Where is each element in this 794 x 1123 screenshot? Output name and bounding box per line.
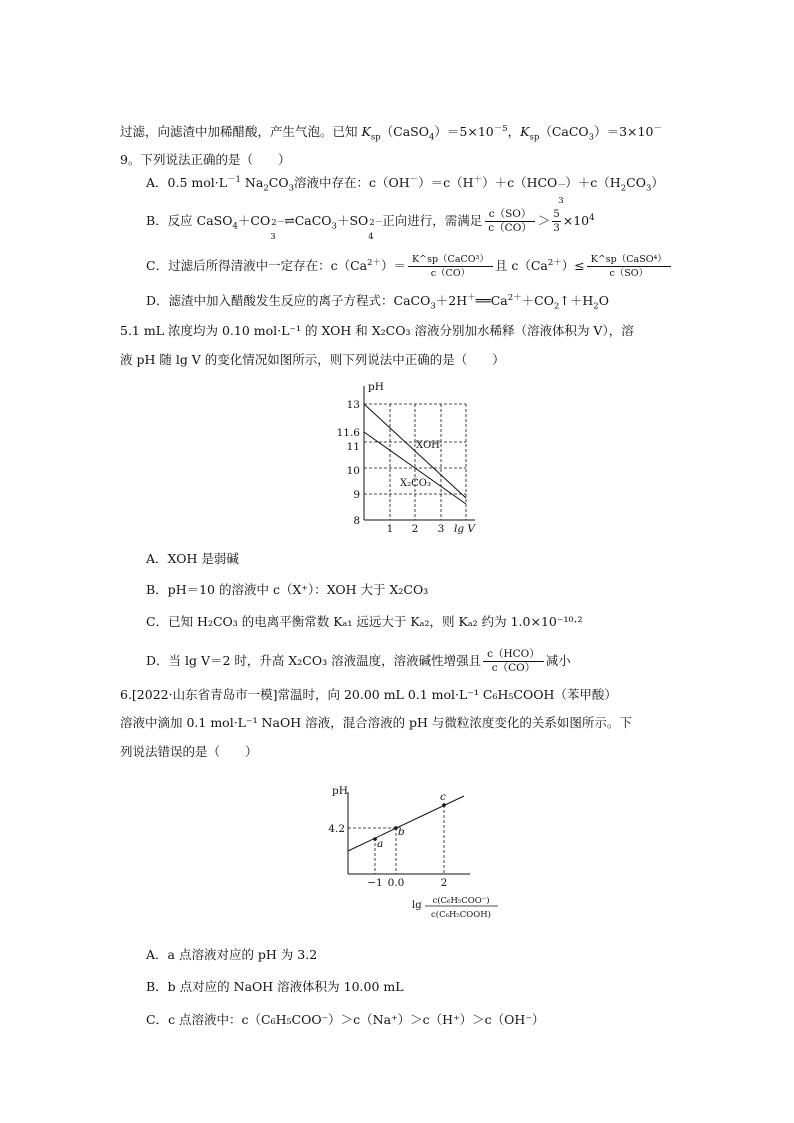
q4b-tail: ×10 — [562, 213, 590, 228]
ytick-9: 9 — [353, 489, 360, 501]
q4d-t5: ↑＋H — [559, 293, 594, 308]
q4d-sup: 2＋ — [507, 292, 522, 303]
q6-line-2: 溶液中滴加 0.1 mol·L⁻¹ NaOH 溶液，混合溶液的 pH 与微粒浓度变化的关系如图所示。下 — [120, 715, 632, 730]
q4c-fraction-1 — [408, 253, 493, 280]
q4a-s3: 3 — [288, 183, 294, 194]
q4a-s2: 2 — [263, 183, 269, 194]
intro-text-c: ）＝5×10 — [434, 124, 494, 139]
q5d-den: c（CO） — [491, 662, 536, 674]
q4b-fraction-2 — [552, 208, 560, 235]
xtick-2: 2 — [411, 523, 419, 535]
q4a-s2b: 2 — [620, 183, 627, 194]
q4b-fraction — [484, 208, 536, 235]
q4c-t2: 且 c（Ca — [494, 258, 548, 273]
q6-option-c: C．c 点溶液中：c（C₆H₅COO⁻）＞c（Na⁺）＞c（H⁺）＞c（OH⁻） — [146, 1012, 545, 1027]
q4d-o: O — [598, 293, 609, 308]
q5d-fraction — [483, 648, 544, 675]
point-c — [442, 803, 446, 807]
q4d-t2: ＋2H — [435, 293, 468, 308]
label-a: a — [377, 838, 384, 850]
q4c-le: ）≤ — [561, 258, 585, 273]
q4a-co2: CO — [626, 175, 646, 190]
chart-2-guides — [348, 805, 444, 874]
exp-2: － — [653, 123, 662, 134]
chart-1 — [330, 378, 490, 538]
ksp-symbol: K — [361, 124, 371, 139]
ksp-sub-2: sp — [529, 132, 540, 143]
chart-1-ylabel: pH — [368, 381, 384, 393]
q4c-f2den: c（SO） — [609, 268, 649, 279]
label-c: c — [440, 791, 446, 803]
q4-option-a — [146, 173, 664, 206]
ytick-8: 8 — [353, 515, 360, 527]
ytick-13: 13 — [346, 399, 360, 411]
q5-option-d — [146, 648, 571, 675]
sub-4: 4 — [428, 132, 435, 143]
xlabel-den: c(C₆H₅COOH) — [431, 910, 491, 920]
q4b-f2num: 5 — [553, 209, 560, 220]
q4c-sup2: 2＋ — [547, 257, 562, 268]
q6-option-b: B．b 点对应的 NaOH 溶液体积为 10.00 mL — [146, 979, 404, 994]
sub-3: 3 — [588, 132, 595, 143]
intro-text-e: （CaCO — [539, 124, 589, 139]
q4a-t1: A．0.5 mol·L — [146, 175, 228, 190]
q4a-p: ＋ — [473, 174, 483, 185]
q4a-e: －1 — [227, 174, 241, 185]
q5-option-c: C．已知 H₂CO₃ 的电离平衡常数 Kₐ₁ 远远大于 Kₐ₂，则 Kₐ₂ 约为 1.0×10⁻¹⁰·² — [146, 614, 583, 629]
chart-2-ylabel: pH — [332, 785, 348, 797]
q4d-s3: 3 — [430, 301, 436, 312]
q4a-t4: ）＝c（H — [418, 175, 474, 190]
q4c-f1den: c（CO） — [430, 268, 471, 279]
q4d-s2: 2 — [553, 301, 560, 312]
q4d-s2b: 2 — [593, 301, 599, 312]
ksp-symbol-2: K — [520, 124, 530, 139]
q4b-fnum: c（SO） — [485, 208, 536, 222]
ytick-4-2: 4.2 — [328, 823, 345, 835]
q4b-s4b: 4 — [368, 232, 374, 242]
ytick-11-6: 11.6 — [336, 427, 360, 439]
q4a-m: － — [409, 174, 419, 185]
q4a-t6: ）＋c（H — [565, 175, 621, 190]
intro-text-b: （CaSO — [380, 124, 429, 139]
q4c-f1num: K^sp（CaCO³） — [408, 253, 493, 267]
xtick-1: 1 — [386, 523, 394, 535]
chart-2 — [320, 778, 491, 928]
q4c-fraction-2 — [587, 253, 671, 280]
q4b-sup1: 2－ — [271, 218, 286, 228]
q4b-f2den: 3 — [553, 223, 560, 234]
q5d-num: c（HCO） — [483, 648, 544, 662]
q5-option-b: B．pH＝10 的溶液中 c（X⁺）：XOH 大于 X₂CO₃ — [146, 582, 429, 597]
q4a-t2: Na — [240, 175, 264, 190]
q4b-t2: ＋CO — [237, 213, 271, 228]
q4b-fden: c（CO） — [488, 222, 532, 234]
q5d-pre: D．当 lg V＝2 时，升高 X₂CO₃ 溶液温度，溶液碱性增强且 — [146, 653, 482, 668]
ytick-10: 10 — [346, 465, 360, 477]
q4b-t5: 正向进行，需满足 — [382, 213, 483, 228]
q4a-bar: － — [557, 181, 567, 191]
intro-text-a: 过滤，向滤渣中加稀醋酸，产生气泡。已知 — [120, 124, 362, 139]
q5-option-a: A．XOH 是弱碱 — [146, 551, 239, 566]
q4a-t3: 溶液中存在：c（OH — [293, 175, 410, 190]
q5-line-2: 液 pH 随 lg V 的变化情况如图所示，则下列说法中正确的是（ ） — [120, 352, 505, 367]
q4c-eq: ）＝ — [381, 258, 407, 273]
label-x2co3: X₂CO₃ — [400, 478, 431, 489]
xtick-neg1: −1 — [367, 877, 383, 889]
q4c-f2num: K^sp（CaSO⁴） — [587, 253, 671, 267]
xtick-3: 3 — [437, 523, 445, 535]
q4-option-b — [146, 208, 595, 242]
q4b-t1: B．反应 CaSO — [146, 213, 233, 228]
q4b-s4: 4 — [232, 221, 238, 232]
q5d-post: 减小 — [545, 653, 571, 668]
series-ph-line — [348, 796, 464, 851]
q4a-s3b: 3 — [558, 196, 564, 206]
q4c-t1: C．过滤后所得清液中一定存在：c（Ca — [146, 258, 368, 273]
q4d-t1: D．滤渣中加入醋酸发生反应的离子方程式：CaCO — [146, 293, 431, 308]
q4a-end: ） — [651, 175, 664, 190]
q4-option-c — [146, 253, 673, 280]
xlabel-num: c(C₆H₅COO⁻) — [432, 896, 490, 906]
q4b-sup2: 2－ — [369, 218, 384, 228]
xtick-0: 0.0 — [387, 877, 405, 889]
q4-option-d — [146, 291, 609, 311]
q4b-e: 4 — [589, 212, 595, 223]
q4b-s3b: 3 — [331, 221, 337, 232]
ytick-11: 11 — [346, 441, 360, 453]
q4b-t4: ＋SO — [336, 213, 369, 228]
q6-line-3: 列说法错误的是（ ） — [120, 744, 258, 759]
q4c-sup: 2＋ — [367, 257, 382, 268]
q4b-gt: ＞ — [537, 213, 551, 228]
xlabel-lg: lg — [412, 900, 422, 911]
q4a-s3c: 3 — [645, 183, 652, 194]
q4d-t3: ══Ca — [475, 293, 508, 308]
chart-1-xlabel: lg V — [454, 523, 475, 535]
xtick-2: 2 — [440, 877, 448, 889]
q6-line-1: 6.[2022·山东省青岛市一模]常温时，向 20.00 mL 0.1 mol·L⁻¹ C₆H₅COOH（苯甲酸） — [120, 687, 617, 702]
intro-line-1 — [120, 122, 662, 142]
q4b-s3: 3 — [270, 232, 276, 242]
exp-1: －5 — [493, 123, 508, 134]
intro-line-2: 9。下列说法正确的是（ ） — [120, 152, 291, 167]
intro-text-f: ）＝3×10 — [594, 124, 654, 139]
q5-line-1: 5.1 mL 浓度均为 0.10 mol·L⁻¹ 的 XOH 和 X₂CO₃ 溶液分别加水稀释（溶液体积为 V），溶 — [120, 323, 634, 338]
chart-1-grid — [364, 404, 466, 520]
ksp-sub: sp — [370, 132, 381, 143]
label-b: b — [398, 826, 405, 838]
intro-text-d: ， — [507, 124, 521, 139]
q4d-t4: ＋CO — [521, 293, 554, 308]
q4a-co: CO — [268, 175, 289, 190]
q4d-p: ＋ — [467, 292, 476, 303]
q6-option-a: A．a 点溶液对应的 pH 为 3.2 — [146, 947, 318, 962]
q4a-t5: ）＋c（HCO — [482, 175, 558, 190]
label-xoh: XOH — [416, 440, 440, 451]
q4b-t3: ⇌CaCO — [284, 213, 332, 228]
